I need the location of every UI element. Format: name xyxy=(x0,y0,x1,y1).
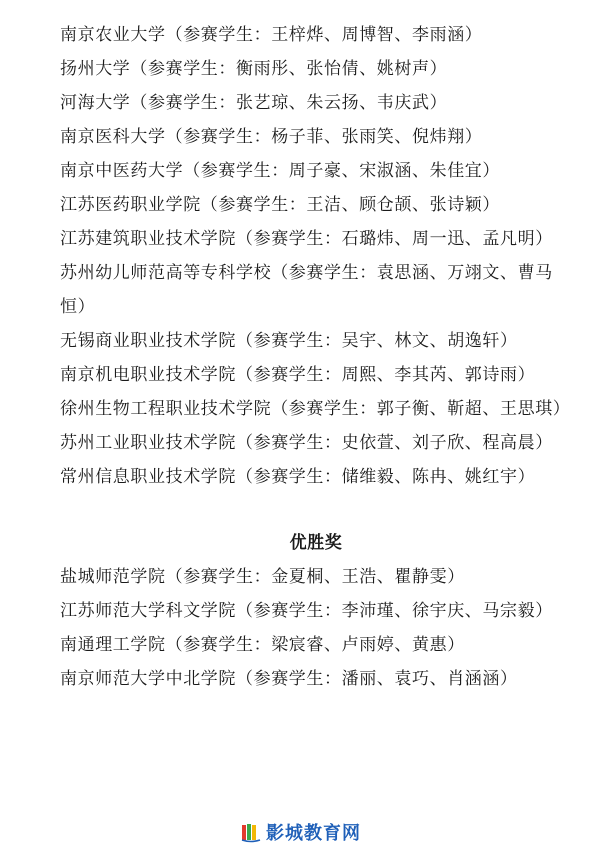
entries-bottom xyxy=(60,560,572,696)
logo-swoosh xyxy=(242,840,260,842)
list-item: 江苏建筑职业技术学院（参赛学生：石璐炜、周一迅、孟凡明） xyxy=(60,229,553,249)
list-item: 南通理工学院（参赛学生：梁宸睿、卢雨婷、黄惠） xyxy=(60,635,465,655)
list-item: 盐城师范学院（参赛学生：金夏桐、王浩、瞿静雯） xyxy=(60,567,465,587)
list-item: 江苏师范大学科文学院（参赛学生：李沛瑾、徐宇庆、马宗毅） xyxy=(60,601,553,621)
logo-bar-green xyxy=(247,824,251,840)
award-list-page xyxy=(60,18,572,696)
list-item: 无锡商业职业技术学院（参赛学生：吴宇、林文、胡逸轩） xyxy=(60,331,518,351)
list-item: 徐州生物工程职业技术学院（参赛学生：郭子衡、靳超、王思琪） xyxy=(60,399,571,419)
watermark-text: 影城教育网 xyxy=(266,823,361,844)
logo-bar-yellow xyxy=(252,825,256,840)
list-item: 南京师范大学中北学院（参赛学生：潘丽、袁巧、肖涵涵） xyxy=(60,669,518,689)
entries-top xyxy=(60,18,572,494)
logo-bar-red xyxy=(242,825,246,840)
list-item: 南京机电职业技术学院（参赛学生：周熙、李其芮、郭诗雨） xyxy=(60,365,536,385)
list-item: 常州信息职业技术学院（参赛学生：储维毅、陈冉、姚红宇） xyxy=(60,467,536,487)
list-item: 扬州大学（参赛学生：衡雨彤、张怡倩、姚树声） xyxy=(60,59,448,79)
section-title: 优胜奖 xyxy=(289,533,343,553)
book-logo-icon xyxy=(240,821,262,843)
list-item: 江苏医药职业学院（参赛学生：王洁、顾仓颉、张诗颖） xyxy=(60,195,500,215)
list-item: 南京医科大学（参赛学生：杨子菲、张雨笑、倪炜翔） xyxy=(60,127,483,147)
list-item: 河海大学（参赛学生：张艺琼、朱云扬、韦庆武） xyxy=(60,93,448,113)
list-item: 苏州幼儿师范高等专科学校（参赛学生：袁思涵、万翊文、曹马恒） xyxy=(60,263,553,317)
watermark xyxy=(240,819,361,845)
list-item: 南京农业大学（参赛学生：王梓烨、周博智、李雨涵） xyxy=(60,25,483,45)
list-item: 南京中医药大学（参赛学生：周子豪、宋淑涵、朱佳宜） xyxy=(60,161,500,181)
list-item: 苏州工业职业技术学院（参赛学生：史依萱、刘子欣、程高晨） xyxy=(60,433,553,453)
